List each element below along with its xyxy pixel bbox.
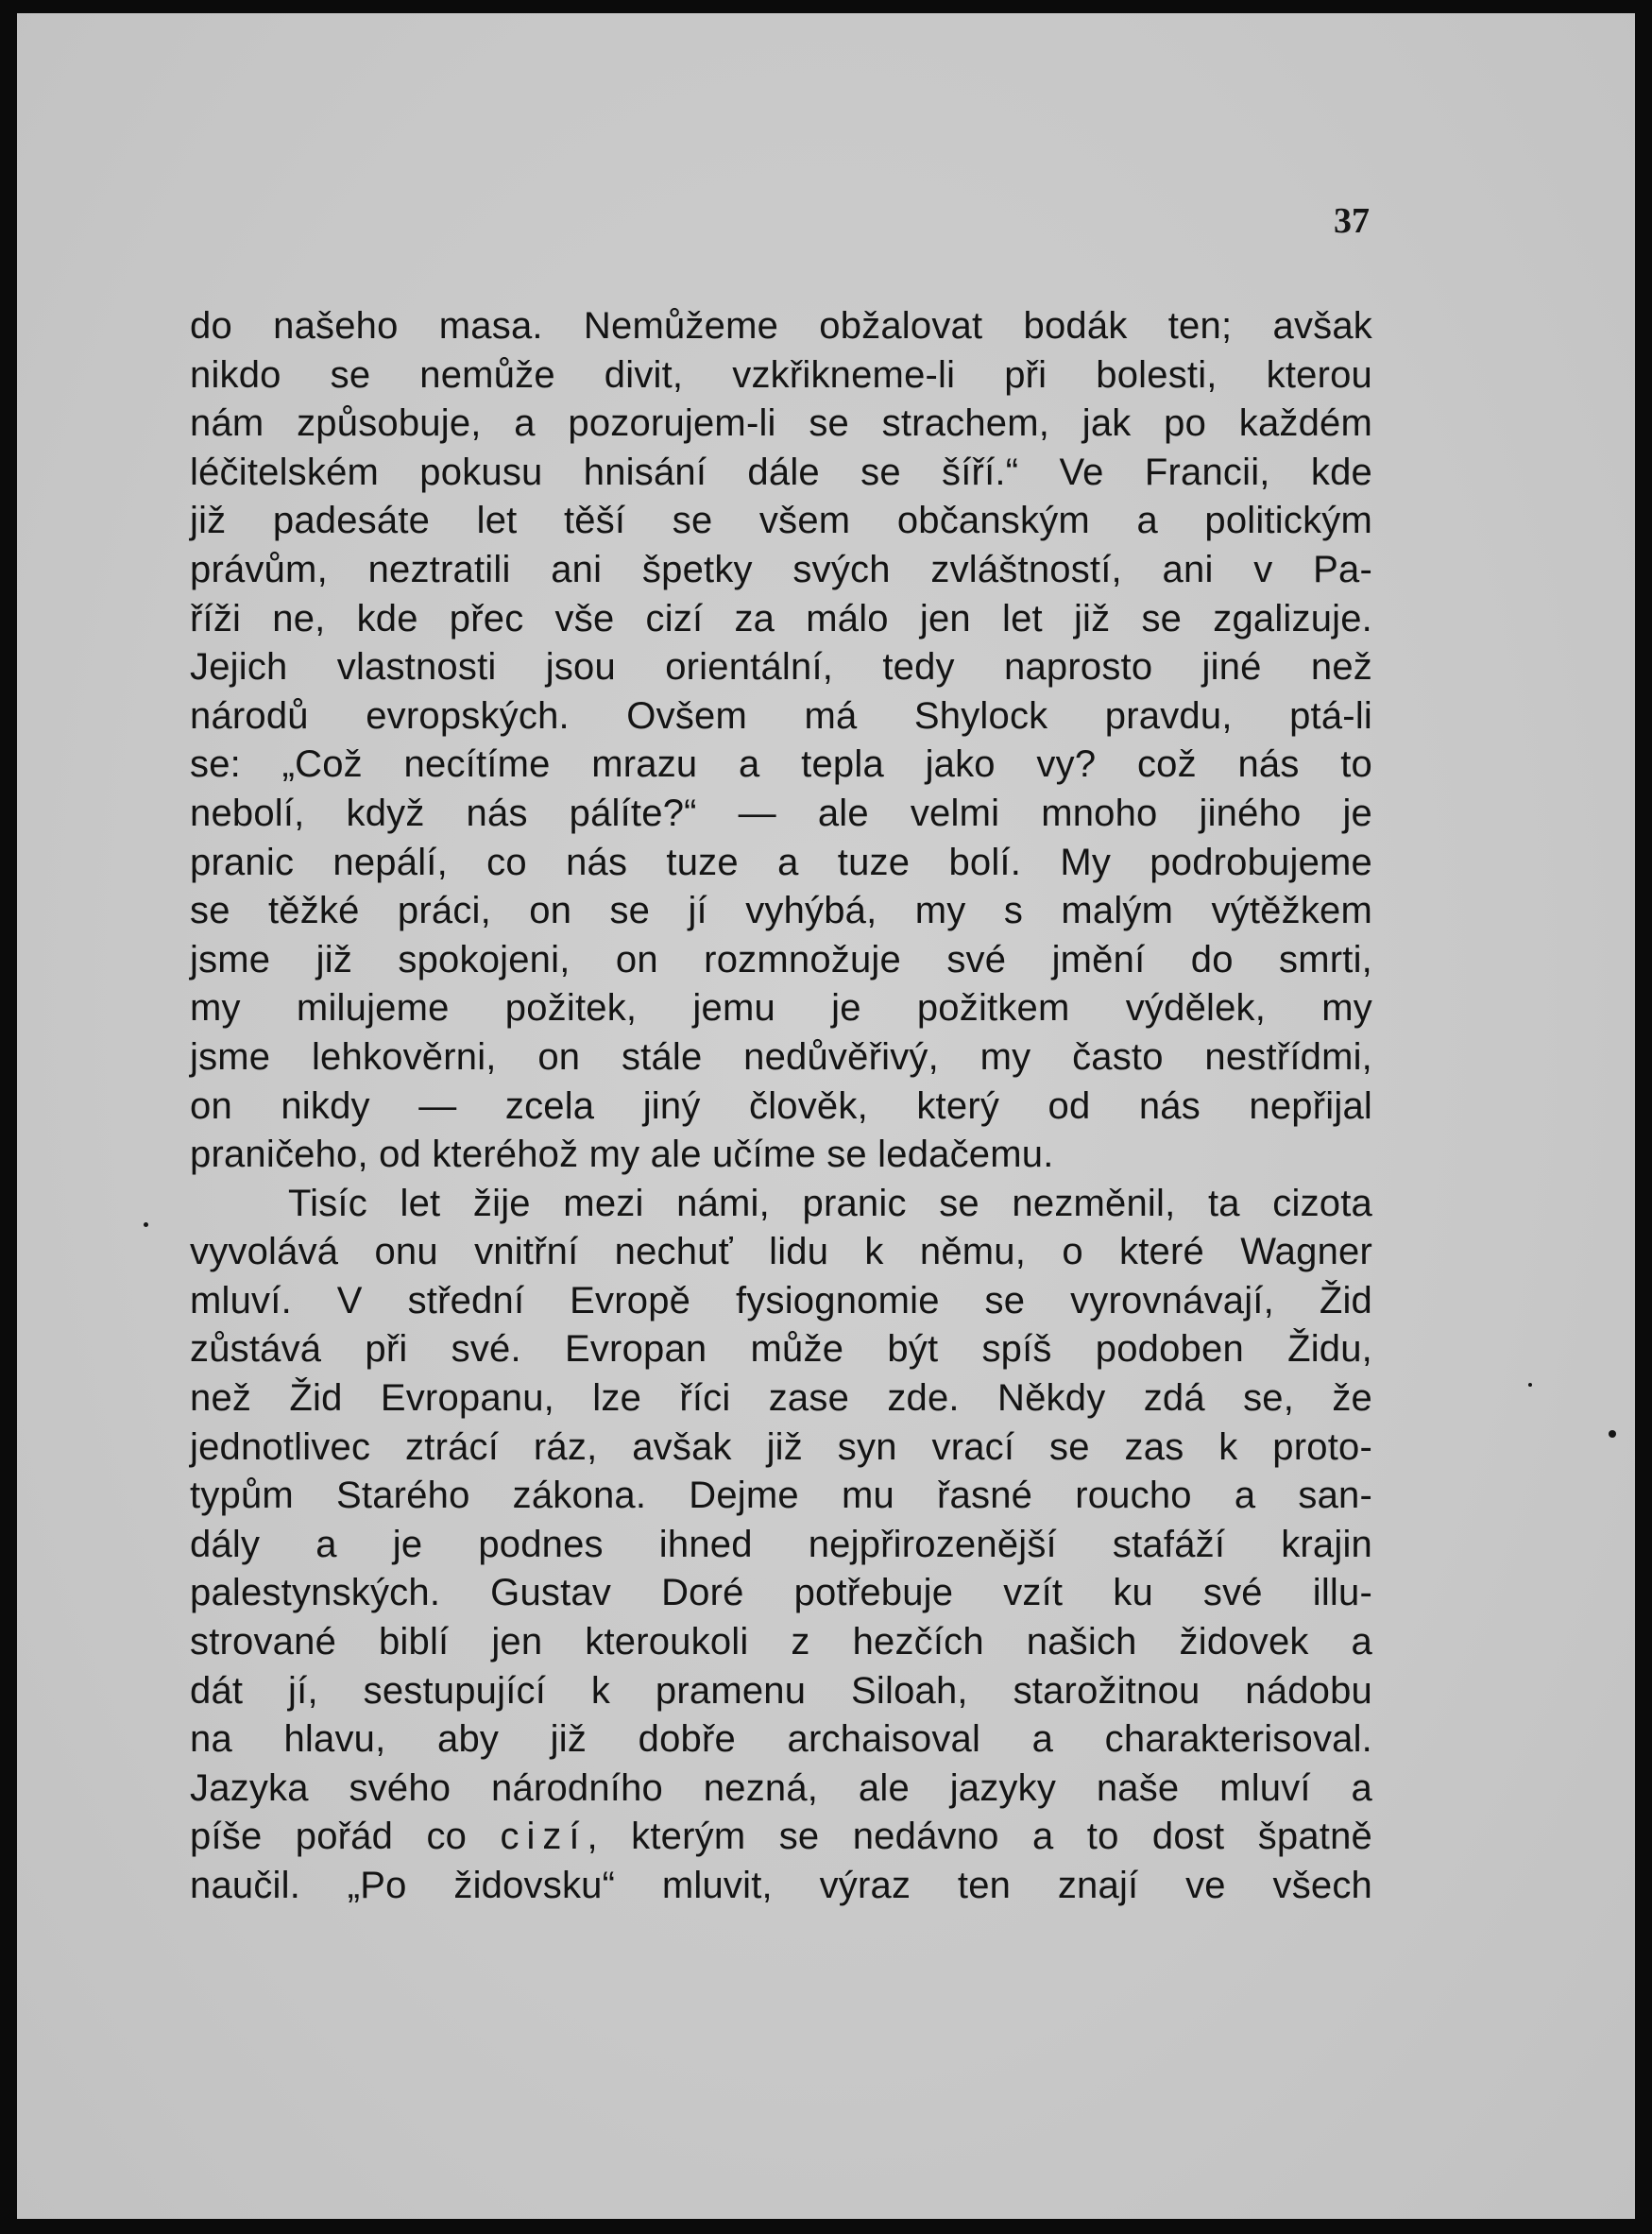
text-line: Jazyka svého národního nezná, ale jazyky naše mluví a — [190, 1766, 1372, 1809]
text-line: on nikdy — zcela jiný člověk, který od nás nepřijal — [190, 1084, 1372, 1127]
dust-speck — [1609, 1430, 1616, 1438]
spaced-emphasis: cizí — [500, 1816, 588, 1858]
text-line: národů evropských. Ovšem má Shylock pravdu, ptá-li — [190, 694, 1372, 737]
text-line: pranic nepálí, co nás tuze a tuze bolí. My podrobujeme — [190, 841, 1372, 883]
text-line: dát jí, sestupující k pramenu Siloah, starožitnou nádobu — [190, 1669, 1372, 1712]
text-line: již padesáte let těší se všem občanským a politickým — [190, 500, 1372, 542]
text-line: léčitelském pokusu hnisání dále se šíří.“ Ve Francii, kde — [190, 451, 1372, 493]
text-line: zůstává při své. Evropan může být spíš podoben Židu, — [190, 1328, 1372, 1371]
page-body-text — [190, 302, 1372, 1911]
paragraph-end-line: praničeho, od kteréhož my ale učíme se ledačemu. — [190, 1134, 1054, 1176]
text-line-with-emphasis — [190, 1813, 1372, 1862]
text-line: palestynských. Gustav Doré potřebuje vzít ku své illu- — [190, 1572, 1372, 1614]
text-line: mluví. V střední Evropě fysiognomie se vyrovnávají, Žid — [190, 1279, 1372, 1322]
text-line: vyvolává onu vnitřní nechuť lidu k němu, o které Wagner — [190, 1231, 1372, 1273]
text-line: typům Starého zákona. Dejme mu řasné roucho a san- — [190, 1475, 1372, 1517]
text-line: nikdo se nemůže divit, vzkřikneme-li při bolesti, kterou — [190, 353, 1372, 396]
text-fragment: píše pořád co — [190, 1816, 501, 1858]
text-line: my milujeme požitek, jemu je požitkem výdělek, my — [190, 987, 1372, 1030]
text-line: právům, neztratili ani špetky svých zvláštností, ani v Pa- — [190, 548, 1372, 590]
paragraph-start-line: Tisíc let žije mezi námi, pranic se nezměnil, ta cizota — [288, 1182, 1372, 1224]
text-line: strované biblí jen kteroukoli z hezčích našich židovek a — [190, 1621, 1372, 1663]
text-line: jsme již spokojeni, on rozmnožuje své jmění do smrti, — [190, 938, 1372, 981]
page-number: 37 — [1334, 201, 1370, 241]
text-line: naučil. „Po židovsku“ mluvit, výraz ten znají ve všech — [190, 1865, 1372, 1906]
text-line: jednotlivec ztrácí ráz, avšak již syn vrací se zas k proto- — [190, 1425, 1372, 1468]
text-line: se: „Což necítíme mrazu a tepla jako vy? což nás to — [190, 743, 1372, 786]
dust-speck — [1528, 1383, 1532, 1387]
text-line: nám způsobuje, a pozorujem-li se strachem, jak po každém — [190, 402, 1372, 445]
text-line: Jejich vlastnosti jsou orientální, tedy naprosto jiné než — [190, 646, 1372, 689]
dust-speck — [144, 1222, 148, 1227]
text-line: na hlavu, aby již dobře archaisoval a charakterisoval. — [190, 1718, 1372, 1761]
text-line: říži ne, kde přec vše cizí za málo jen let již se zgalizuje. — [190, 597, 1372, 640]
text-line: se těžké práci, on se jí vyhýbá, my s malým výtěžkem — [190, 890, 1372, 932]
text-line: jsme lehkověrni, on stále nedůvěřivý, my často nestřídmi, — [190, 1035, 1372, 1078]
text-line: nebolí, když nás pálíte?“ — ale velmi mnoho jiného je — [190, 792, 1372, 834]
text-line: než Žid Evropanu, lze říci zase zde. Někdy zdá se, že — [190, 1377, 1372, 1420]
text-line: do našeho masa. Nemůžeme obžalovat bodák ten; avšak — [190, 305, 1372, 347]
text-fragment: , kterým se nedávno a to dost špatně — [587, 1816, 1372, 1858]
text-line: dály a je podnes ihned nejpřirozenější stafáží krajin — [190, 1523, 1372, 1565]
